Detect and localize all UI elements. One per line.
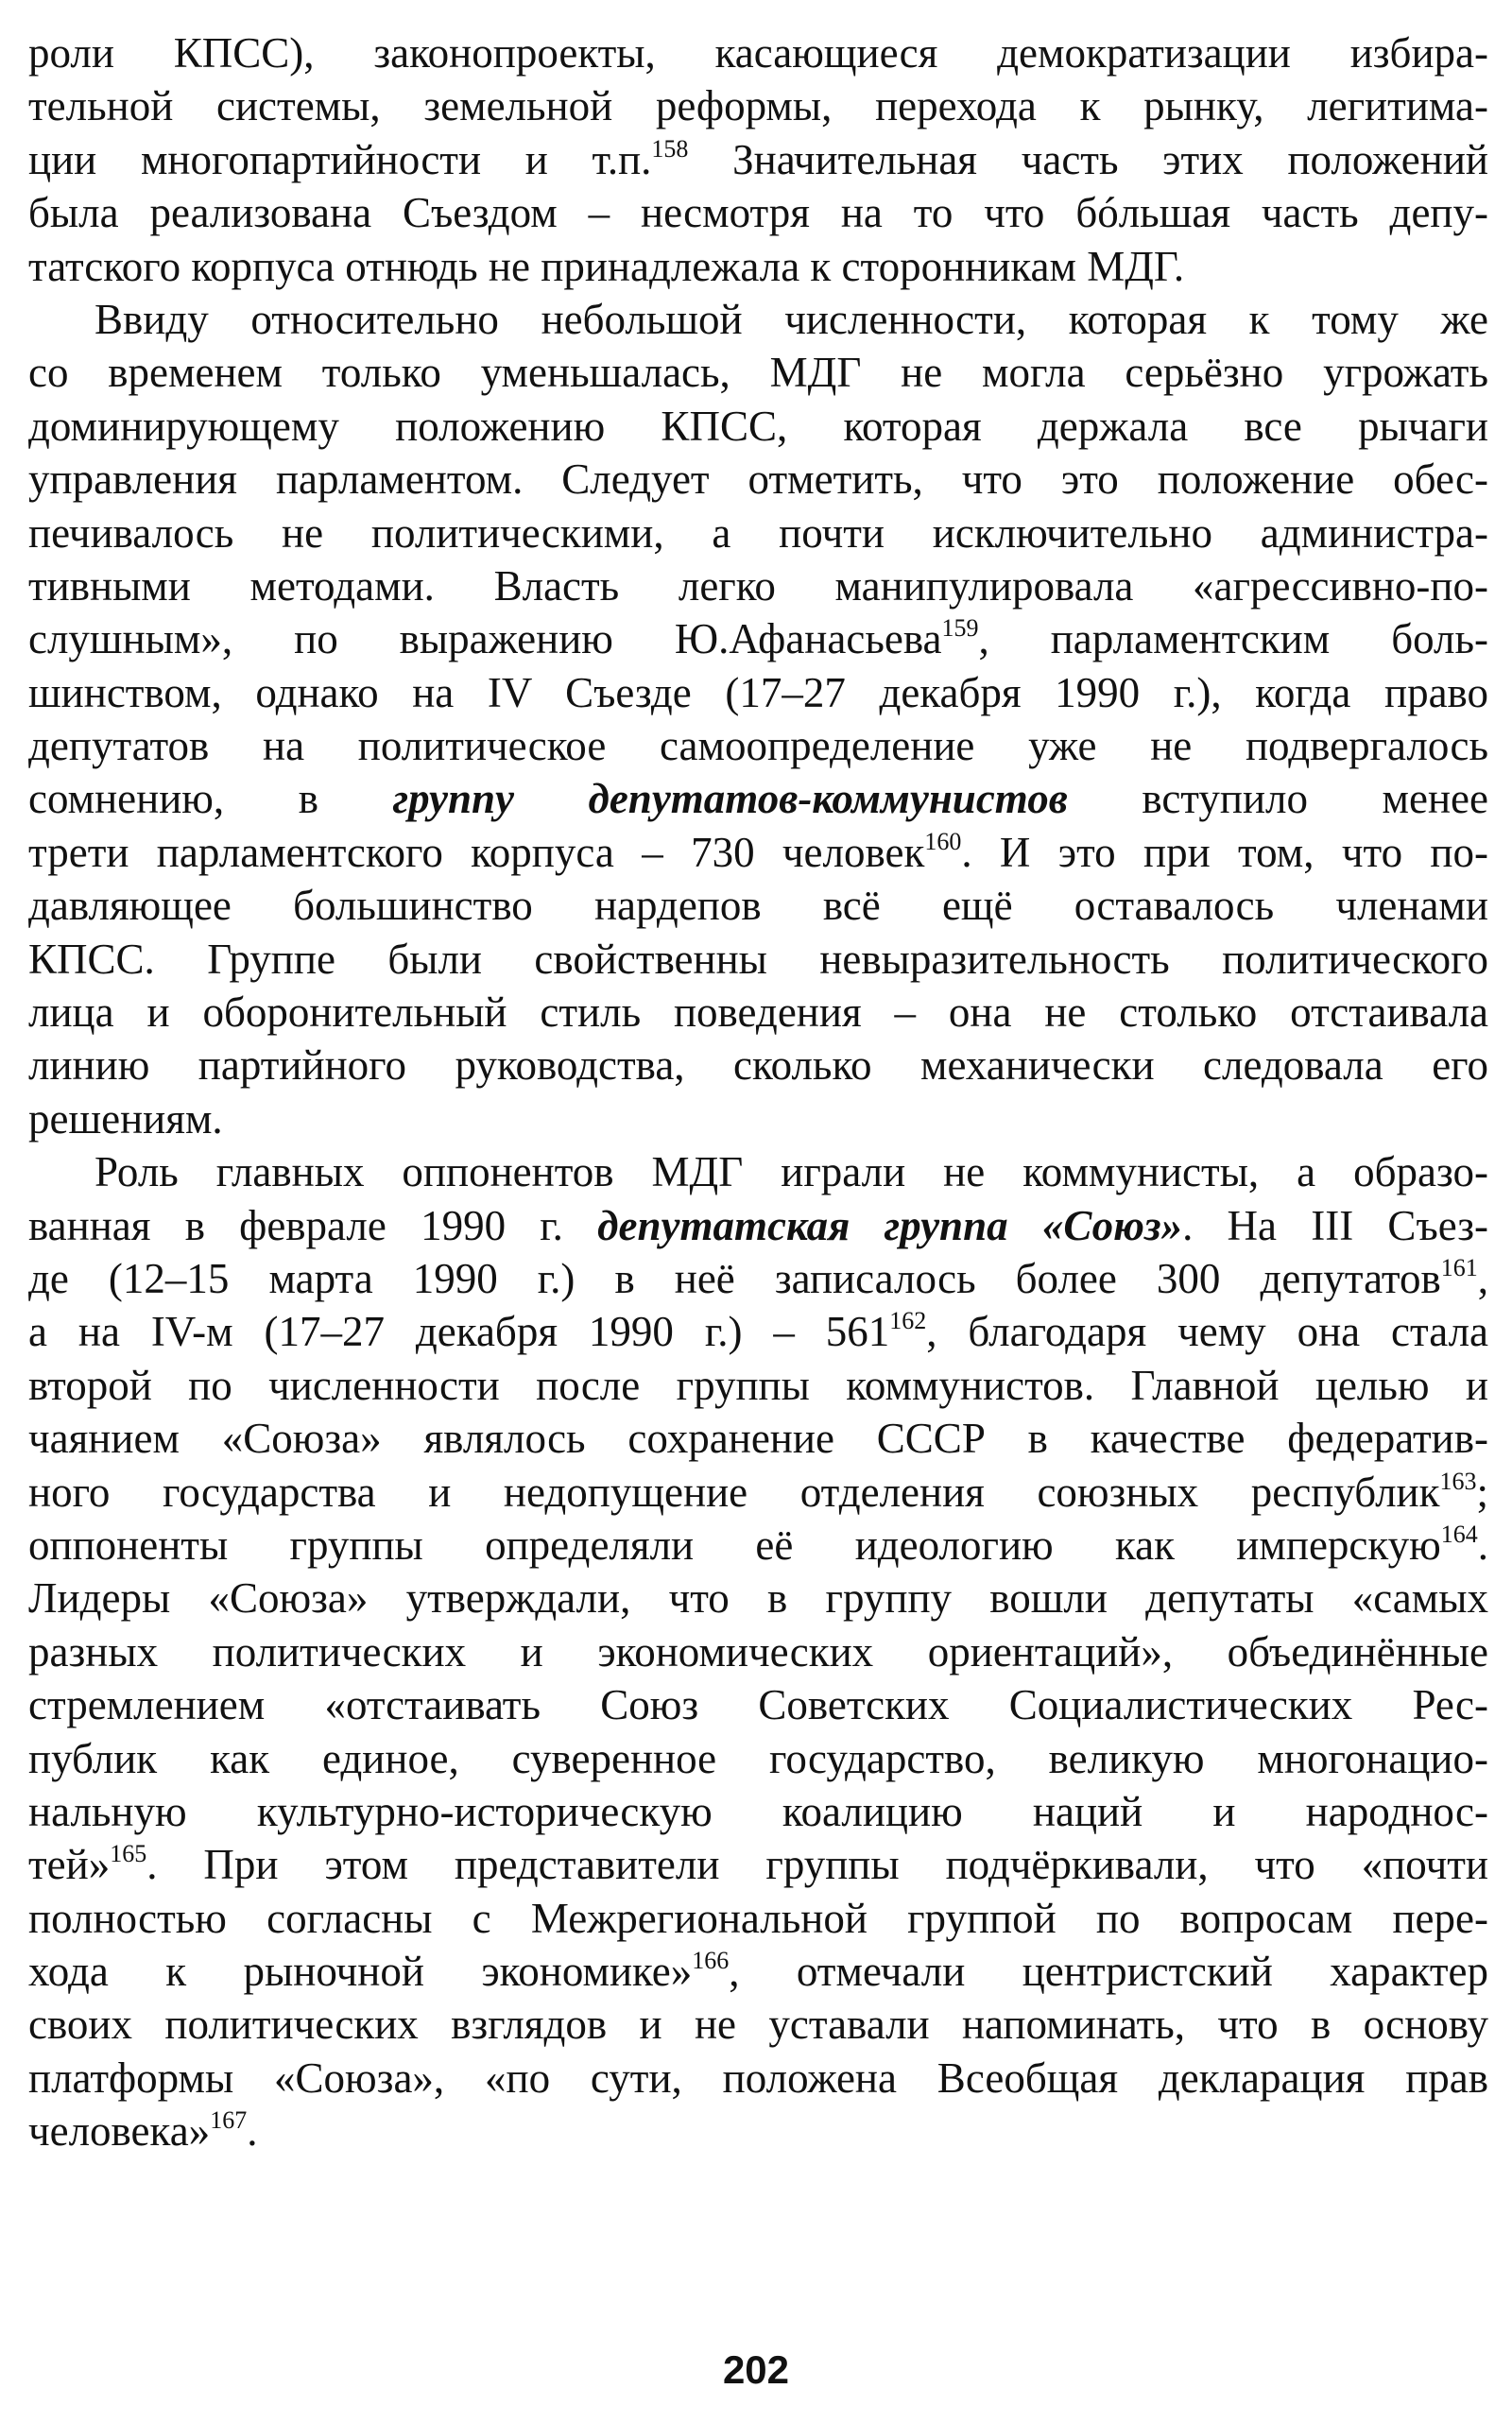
text-run: Ввиду относительно небольшой численности, которая к тому же [94, 295, 1488, 343]
text-line [28, 346, 1488, 399]
text-line [28, 1572, 1488, 1624]
text-line [28, 1678, 1488, 1731]
text-run: тей» [28, 1841, 111, 1889]
text-line [28, 1625, 1488, 1678]
text-line [28, 879, 1488, 932]
footnote-ref: 162 [889, 1307, 927, 1335]
text-run: оппоненты группы определяли её идеологию как имперскую [28, 1521, 1441, 1569]
text-run: . [1477, 1521, 1488, 1569]
text-line [28, 1892, 1488, 1945]
text-run: шинством, однако на IV Съезде (17–27 декабря 1990 г.), когда право [28, 668, 1488, 716]
text-line [28, 133, 1488, 186]
footnote-ref: 160 [924, 827, 962, 855]
page-body [28, 26, 1488, 2158]
text-run: полностью согласны с Межрегиональной группой по вопросам пере- [28, 1894, 1488, 1942]
text-run: Роль главных оппонентов МДГ играли не коммунисты, а образо- [94, 1148, 1488, 1196]
text-run: . На III Съез- [1182, 1201, 1488, 1249]
text-run: . [247, 2107, 258, 2156]
text-run: лица и оборонительный стиль поведения – она не столько отстаивала [28, 988, 1488, 1037]
text-line [28, 1092, 1488, 1145]
text-line [28, 1785, 1488, 1838]
text-line [28, 612, 1488, 665]
text-line [28, 26, 1488, 79]
text-run: татского корпуса отнюдь не принадлежала к сторонникам МДГ. [28, 242, 1185, 290]
text-line [28, 2052, 1488, 2105]
text-line [28, 293, 1488, 346]
text-line [28, 507, 1488, 559]
text-run: вступило менее [1067, 775, 1488, 823]
text-run: трети парламентского корпуса – 730 человек [28, 828, 925, 876]
text-line [28, 1145, 1488, 1198]
text-run: линию партийного руководства, сколько механически следовала его [28, 1041, 1488, 1090]
text-run: , отмечали центристский характер [729, 1948, 1488, 1996]
text-line [28, 1305, 1488, 1358]
text-run: платформы «Союза», «по сути, положена Всеобщая декларация прав [28, 2054, 1488, 2102]
footnote-ref: 158 [651, 134, 689, 163]
text-line [28, 666, 1488, 719]
text-run: тивными методами. Власть легко манипулировала «агрессивно-по- [28, 561, 1488, 610]
page-number: 202 [722, 2347, 790, 2392]
text-line [28, 772, 1488, 825]
text-line [28, 240, 1488, 293]
text-line [28, 1945, 1488, 1998]
emphasized-text: депутатская группа «Союз» [597, 1201, 1183, 1249]
text-line [28, 1732, 1488, 1785]
text-run: стремлением «отстаивать Союз Советских Социалистических Рес- [28, 1681, 1488, 1729]
text-line [28, 453, 1488, 506]
text-run: ванная в феврале 1990 г. [28, 1201, 598, 1249]
text-run: своих политических взглядов и не уставали напоминать, что в основу [28, 2001, 1488, 2049]
text-line [28, 1466, 1488, 1519]
text-line [28, 1359, 1488, 1412]
text-line [28, 719, 1488, 772]
text-line [28, 1252, 1488, 1305]
text-run: Лидеры «Союза» утверждали, что в группу вошли депутаты «самых [28, 1574, 1488, 1623]
text-line [28, 1838, 1488, 1891]
footnote-ref: 163 [1439, 1467, 1477, 1495]
text-run: КПСС. Группе были свойственны невыразительность политического [28, 935, 1488, 983]
text-line [28, 400, 1488, 453]
text-run: нальную культурно-историческую коалицию наций и народнос- [28, 1787, 1488, 1835]
text-line [28, 933, 1488, 986]
footnote-ref: 167 [210, 2106, 248, 2135]
text-line [28, 186, 1488, 239]
text-run: депутатов на политическое самоопределение уже не подвергалось [28, 722, 1488, 770]
text-line [28, 826, 1488, 879]
text-run: печивалось не политическими, а почти исключительно администра- [28, 508, 1488, 557]
text-run: ; [1476, 1468, 1488, 1516]
text-run: публик как единое, суверенное государство, великую многонацио- [28, 1734, 1488, 1782]
text-run: . И это при том, что по- [961, 828, 1488, 876]
footnote-ref: 161 [1440, 1253, 1478, 1281]
text-run: ции многопартийности и т.п. [28, 135, 652, 183]
text-run: , [1477, 1254, 1488, 1302]
text-run: давляющее большинство нардепов всё ещё оставалось членами [28, 882, 1488, 930]
text-run: доминирующему положению КПСС, которая держала все рычаги [28, 402, 1488, 450]
text-run: , парламентским боль- [978, 615, 1488, 663]
text-run: тельной системы, земельной реформы, перехода к рынку, легитима- [28, 82, 1488, 130]
text-run: хода к рыночной экономике» [28, 1948, 693, 1996]
text-line [28, 1519, 1488, 1572]
text-run: ного государства и недопущение отделения союзных республик [28, 1468, 1440, 1516]
text-run: сомнению, в [28, 775, 393, 823]
text-line [28, 559, 1488, 612]
text-run: со временем только уменьшалась, МДГ не могла серьёзно угрожать [28, 349, 1488, 397]
text-run: роли КПСС), законопроекты, касающиеся демократизации избира- [28, 29, 1488, 77]
text-run: слушным», по выражению Ю.Афанасьева [28, 615, 942, 663]
emphasized-text: группу депутатов-коммунистов [392, 775, 1068, 823]
text-run: , благодаря чему она стала [926, 1308, 1488, 1356]
text-run: решениям. [28, 1094, 223, 1143]
text-run: Значительная часть этих положений [688, 135, 1488, 183]
footnote-ref: 164 [1440, 1520, 1478, 1548]
text-line [28, 1412, 1488, 1465]
text-line [28, 986, 1488, 1039]
text-run: управления парламентом. Следует отметить, что это положение обес- [28, 455, 1488, 504]
text-run: . При этом представители группы подчёркивали, что «почти [146, 1841, 1488, 1889]
text-line [28, 79, 1488, 132]
text-run: человека» [28, 2107, 211, 2156]
text-line [28, 1039, 1488, 1091]
text-run: а на IV-м (17–27 декабря 1990 г.) – 561 [28, 1308, 890, 1356]
footnote-ref: 165 [110, 1840, 147, 1868]
text-run: де (12–15 марта 1990 г.) в неё записалось более 300 депутатов [28, 1254, 1441, 1302]
text-line [28, 2105, 1488, 2157]
text-run: разных политических и экономических ориентаций», объединённые [28, 1627, 1488, 1675]
text-run: была реализована Съездом – несмотря на то что бóльшая часть депу- [28, 189, 1488, 237]
text-line [28, 1199, 1488, 1252]
text-run: чаянием «Союза» являлось сохранение СССР в качестве федератив- [28, 1415, 1488, 1463]
text-line [28, 1998, 1488, 2051]
footnote-ref: 166 [692, 1947, 730, 1975]
text-run: второй по численности после группы коммунистов. Главной целью и [28, 1361, 1488, 1409]
footnote-ref: 159 [941, 614, 979, 643]
